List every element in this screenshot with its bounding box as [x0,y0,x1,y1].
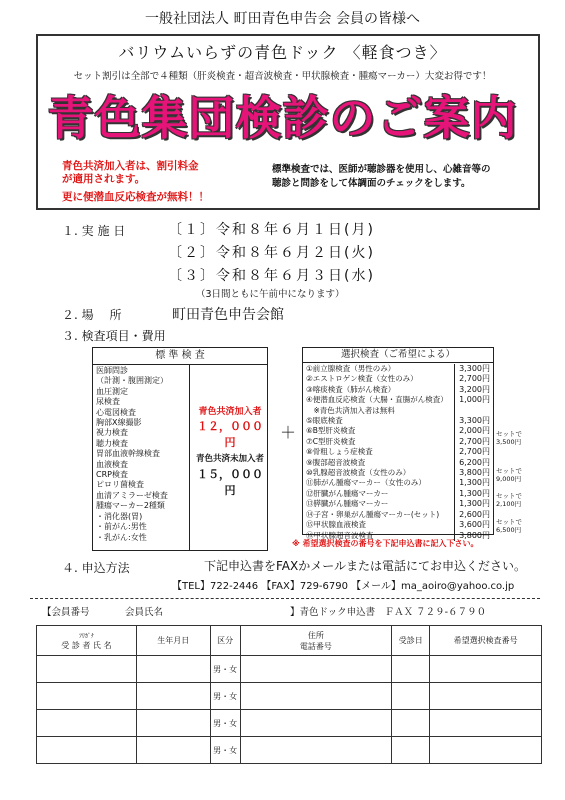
standard-note-line1: 標準検査では、医師が聴診器を使用し、心雑音等の [272,164,491,175]
apply-text: 下記申込書をFAXかメールまたは電話にてお申込ください。 [204,559,526,573]
optional-test-price: 2,700円 [455,374,493,384]
optional-test-row [303,437,493,447]
sex-cell[interactable]: 男・女 [210,737,240,764]
optional-test-price: 3,300円 [455,416,493,426]
optional-test-price: 3,200円 [455,385,493,395]
tests-cell[interactable] [430,683,542,710]
optional-test-row [303,374,493,384]
optional-test-price: 3,300円 [455,364,493,374]
venue-label: ２. 場 所 [62,308,122,322]
venue-value: 町田青色申告会館 [172,307,284,323]
cut-line [30,598,540,599]
standard-test-item: 心電図検査 [96,407,136,417]
date-header: 受診日 [392,626,430,656]
set-price-1: セットで 3,500円 [496,430,522,446]
name-cell[interactable] [37,710,137,737]
optional-test-row [303,385,493,395]
optional-test-row [303,520,493,530]
tests-header: 希望選択検査番号 [430,626,542,656]
set-price-4: セットで 6,500円 [496,518,522,534]
standard-test-item: ・乳がん:女性 [96,532,147,542]
standard-test-item: ・消化器(胃) [96,511,143,521]
address-header: 住所 電話番号 [240,626,392,656]
optional-test-name: ⑦C型肝炎検査 [306,436,356,446]
optional-test-row [303,395,493,405]
optional-test-name: ④便潜血反応検査（大腸・直腸がん検査） [306,395,448,405]
optional-test-box [302,347,494,540]
member-discount-line2: が適用されます。 [62,173,146,185]
optional-test-name: ⑭子宮・卵巣がん腫瘍マーカー(セット) [306,509,440,519]
form-row [37,737,542,764]
schedule-date-3: 〔３〕令和８年６月３日(水) [168,268,375,284]
standard-test-item: 胸部X線撮影 [96,418,142,428]
standard-test-item: 医師問診 [96,366,128,375]
optional-test-price: 3,800円 [455,468,493,478]
optional-test-name: ③喀痰検査（肺がん検査） [306,384,396,394]
optional-test-list [303,364,493,541]
name-cell[interactable] [37,656,137,683]
optional-test-row [303,458,493,468]
apply-label: ４. 申込方法 [62,561,130,575]
optional-test-price: 3,600円 [455,520,493,530]
birth-header: 生年月日 [136,626,210,656]
standard-test-item: 血清アミラーゼ検査 [96,490,168,500]
optional-test-row [303,478,493,488]
optional-test-name: ⑧骨粗しょう症検査 [306,447,373,457]
optional-test-row [303,416,493,426]
optional-test-name: ⑩乳腺超音波検査（女性のみ） [306,468,411,478]
date-cell[interactable] [392,737,430,764]
main-title: 青色集団検診のご案内 [47,91,518,145]
optional-test-name: ⑤眼底検査 [306,416,343,426]
optional-test-price: 2,700円 [455,437,493,447]
standard-test-item: ・前がん:男性 [96,522,147,532]
name-cell[interactable] [37,737,137,764]
optional-test-name: ※青色共済加入者は無料 [306,405,395,415]
standard-test-item: （計測・腹囲測定） [96,376,168,386]
tests-cell[interactable] [430,656,542,683]
form-row [37,656,542,683]
standard-note-line2: 聴診と問診をして体調面のチェックをします。 [272,178,471,189]
date-cell[interactable] [392,656,430,683]
optional-test-row [303,447,493,457]
optional-test-header: 選択検査（ご希望による） [303,348,493,363]
member-label: 青色共済加入者 [198,407,262,417]
tests-cell[interactable] [430,737,542,764]
standard-test-item: ピロリ菌検査 [96,480,144,490]
standard-test-header: 標 準 検 査 [93,348,267,365]
optional-test-name: ②エストロゲン検査（女性のみ） [306,374,418,384]
items-label: ３. 検査項目・費用 [62,329,166,343]
address-cell[interactable] [240,683,392,710]
address-cell[interactable] [240,737,392,764]
nonmember-price: １５，０００円 [197,468,263,497]
standard-test-item: 血液検査 [96,459,128,469]
optional-test-price: 6,200円 [455,458,493,468]
optional-test-name: ⑪肺がん腫瘍マーカー（女性のみ） [306,478,426,488]
optional-test-price [455,406,493,416]
name-header: ﾌﾘｶﾞﾅ 受 診 者 氏 名 [37,626,137,656]
contact-info: 【TEL】722-2446 【FAX】729-6790 【メール】ma_aoiro@yahoo.co.jp [172,581,515,592]
optional-test-name: ⑫肝臓がん腫瘍マーカー [306,488,389,498]
sex-cell[interactable]: 男・女 [210,683,240,710]
nonmember-label: 青色共済未加入者 [195,454,264,464]
optional-test-row [303,468,493,478]
sex-cell[interactable]: 男・女 [210,656,240,683]
optional-footnote: ※ 希望選択検査の番号を下記申込書に記入下さい。 [292,539,479,548]
standard-test-list [93,366,171,543]
optional-test-name: ⑮甲状腺血液検査 [306,520,366,530]
form-member-number: 【会員番号 [42,607,90,618]
optional-test-price: 2,700円 [455,447,493,457]
optional-test-row [303,406,493,416]
standard-test-item: 腫瘍マーカー2種類 [96,501,165,511]
form-member-name: 会員氏名 [125,607,164,618]
standard-test-item: 胃部血液幹線検査 [96,449,160,459]
member-price: １２，０００円 [197,420,263,449]
set-price-2: セットで 9,000円 [496,467,522,483]
optional-test-row [303,489,493,499]
optional-test-price: 2,000円 [455,426,493,436]
member-discount-line1: 青色共済加入者は、割引料金 [62,160,199,172]
optional-test-name: ⑬膵臓がん腫瘍マーカー [306,499,389,509]
optional-test-price: 1,300円 [455,499,493,509]
application-form-table [36,625,542,764]
birth-cell[interactable] [136,710,210,737]
free-test-note: 更に便潜血反応検査が無料！！ [62,191,209,203]
standard-test-box [92,347,268,551]
sex-cell[interactable]: 男・女 [210,710,240,737]
form-title: 】青色ドック申込書 ＦＡＸ ７２９-６７９０ [290,607,487,618]
address-cell[interactable] [240,656,392,683]
schedule-date-1: 〔１〕令和８年６月１日(月) [168,222,375,238]
birth-cell[interactable] [136,737,210,764]
optional-test-row [303,426,493,436]
schedule-date-2: 〔２〕令和８年６月２日(火) [168,245,375,261]
optional-test-name: ①前立腺検査（男性のみ） [306,364,396,373]
form-row [37,710,542,737]
optional-test-name: ⑥B型肝炎検査 [306,426,356,436]
date-cell[interactable] [392,710,430,737]
set-price-3: セットで 2,100円 [496,492,522,508]
sex-header: 区分 [210,626,240,656]
optional-test-row [303,510,493,520]
organization-header: 一般社団法人 町田青色申告会 会員の皆様へ [145,11,420,27]
optional-test-price: 3,800円 [455,531,493,541]
tests-cell[interactable] [430,710,542,737]
optional-test-name: ⑯甲状腺超音波検査 [306,530,374,540]
date-cell[interactable] [392,683,430,710]
schedule-label: １. 実 施 日 [62,224,126,238]
optional-test-price: 2,600円 [455,510,493,520]
standard-test-item: 尿検査 [96,397,120,407]
standard-test-item: CRP検査 [96,470,128,480]
plus-sign: ＋ [280,423,297,442]
optional-test-price: 1,000円 [455,395,493,405]
optional-test-row [303,364,493,374]
name-cell[interactable] [37,683,137,710]
address-cell[interactable] [240,710,392,737]
standard-test-item: 視力検査 [96,428,128,438]
optional-test-row [303,499,493,509]
birth-cell[interactable] [136,656,210,683]
set-discount-note: セット割引は全部で４種類（肝炎検査・超音波検査・甲状腺検査・腫瘍マーカー）大変お得です！ [73,71,492,82]
optional-test-price: 1,300円 [455,489,493,499]
optional-test-name: ⑨腹部超音波検査 [306,457,366,467]
standard-test-item: 聴力検査 [96,438,128,448]
form-row [37,683,542,710]
schedule-note: （3日間ともに午前中になります） [196,289,345,300]
banner-subtitle: バリウムいらずの青色ドック 〈軽食つき〉 [118,43,447,62]
standard-test-item: 血圧測定 [96,386,128,396]
birth-cell[interactable] [136,683,210,710]
optional-test-price: 1,300円 [455,478,493,488]
